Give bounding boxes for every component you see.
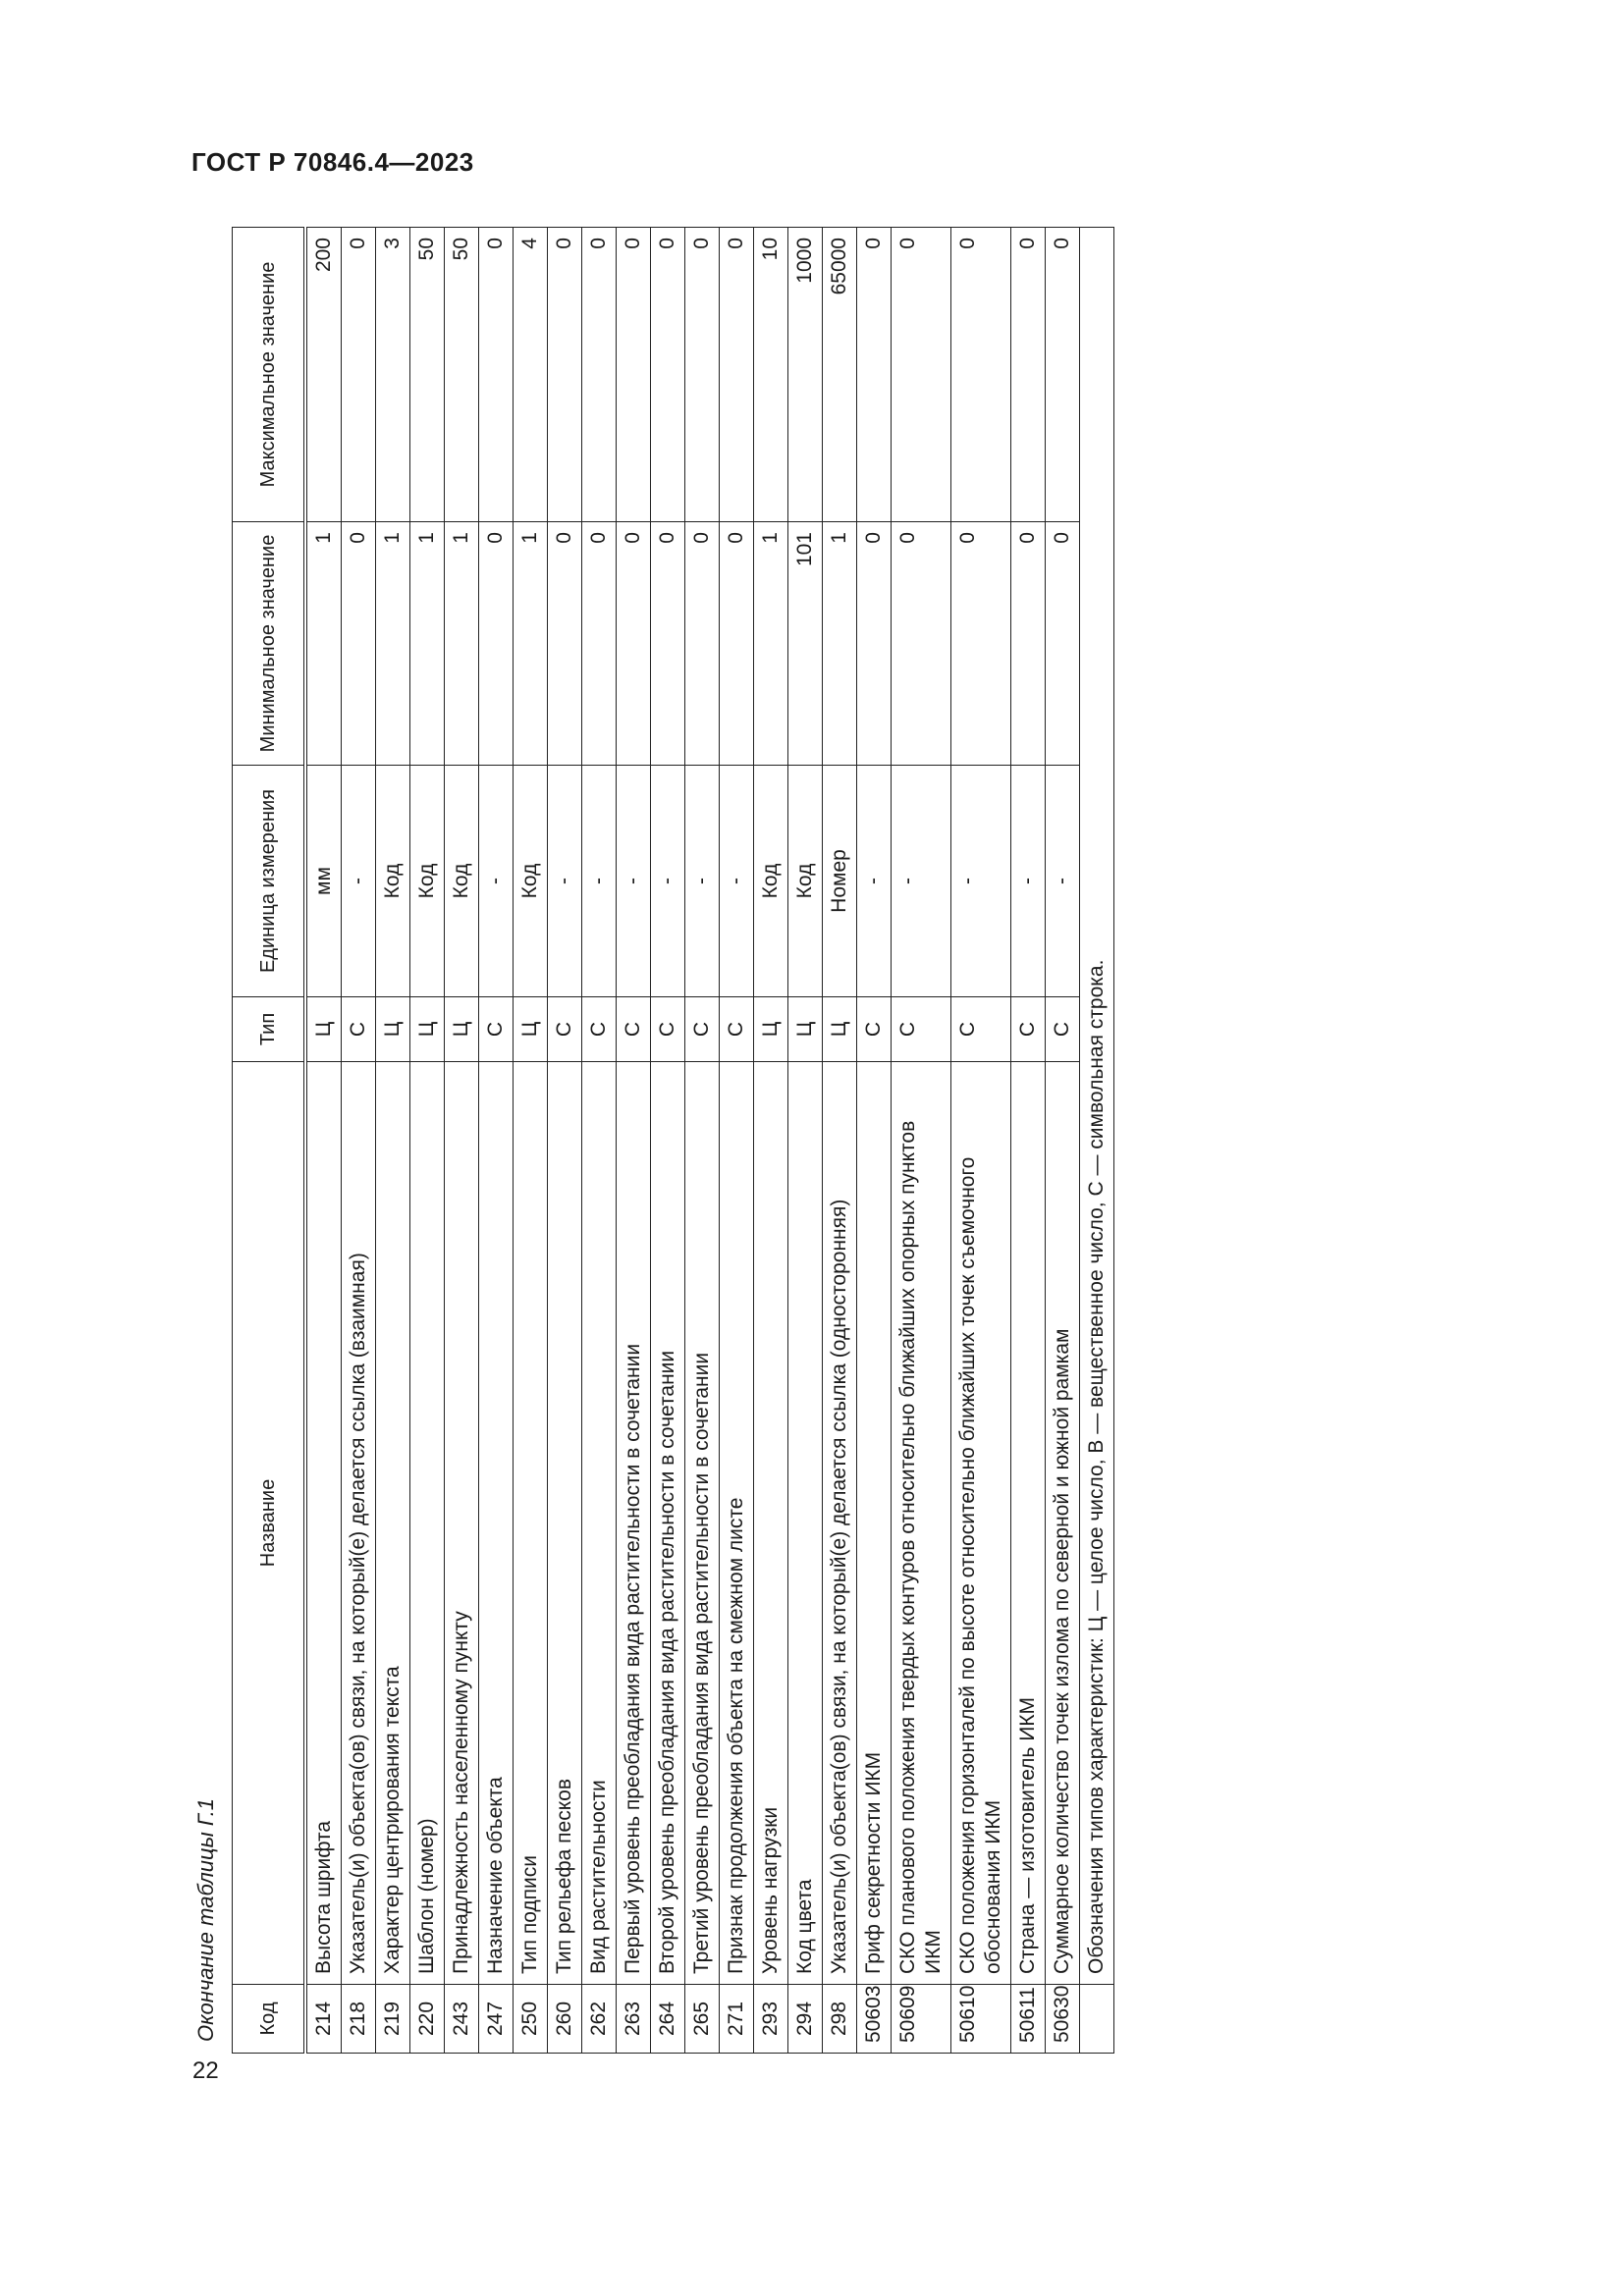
cell-code: 265 — [685, 1985, 720, 2054]
cell-min: 1 — [754, 522, 788, 766]
table-row — [754, 228, 788, 2054]
cell-unit: Код — [376, 766, 410, 997]
cell-code: 219 — [376, 1985, 410, 2054]
cell-type: С — [651, 997, 685, 1062]
note-corner — [1080, 1985, 1114, 2054]
cell-max: 0 — [685, 228, 720, 522]
cell-min: 0 — [685, 522, 720, 766]
cell-type: С — [1046, 997, 1080, 1062]
cell-code: 262 — [582, 1985, 617, 2054]
cell-name: Шаблон (номер) — [410, 1062, 445, 1985]
cell-name: Гриф секретности ИКМ — [857, 1062, 892, 1985]
cell-max: 65000 — [823, 228, 857, 522]
cell-name: Принадлежность населенному пункту — [445, 1062, 479, 1985]
col-header-code: Код — [233, 1985, 306, 2054]
table-row — [342, 228, 376, 2054]
table-row — [720, 228, 754, 2054]
col-header-name: Название — [233, 1062, 306, 1985]
cell-max: 4 — [514, 228, 548, 522]
cell-max: 0 — [342, 228, 376, 522]
cell-min: 1 — [410, 522, 445, 766]
cell-name: Указатель(и) объекта(ов) связи, на который(е) делается ссылка (взаимная) — [342, 1062, 376, 1985]
table-row — [582, 228, 617, 2054]
table-row — [857, 228, 892, 2054]
cell-code: 50603 — [857, 1985, 892, 2054]
characteristics-table — [232, 227, 1114, 2054]
cell-code: 50610 — [951, 1985, 1011, 2054]
cell-max: 10 — [754, 228, 788, 522]
cell-type: Ц — [788, 997, 823, 1062]
cell-code: 293 — [754, 1985, 788, 2054]
table-row — [548, 228, 582, 2054]
cell-type: Ц — [823, 997, 857, 1062]
cell-unit: Код — [514, 766, 548, 997]
note-row — [1080, 228, 1114, 2054]
cell-max: 0 — [857, 228, 892, 522]
rotated-table-container — [232, 228, 1449, 2054]
cell-unit: - — [892, 766, 951, 997]
table-row — [305, 228, 342, 2054]
cell-unit: - — [685, 766, 720, 997]
cell-max: 0 — [617, 228, 651, 522]
cell-type: С — [548, 997, 582, 1062]
table-note: Обозначения типов характеристик: Ц — целое число, В — вещественное число, С — символьная строка. — [1080, 228, 1114, 1985]
cell-unit: мм — [305, 766, 342, 997]
cell-unit: Код — [754, 766, 788, 997]
cell-type: С — [951, 997, 1011, 1062]
cell-unit: - — [617, 766, 651, 997]
table-row — [1046, 228, 1080, 2054]
cell-min: 1 — [514, 522, 548, 766]
cell-name: Вид растительности — [582, 1062, 617, 1985]
cell-code: 263 — [617, 1985, 651, 2054]
cell-name: СКО планового положения твердых контуров относительно ближайших опорных пунктов ИКМ — [892, 1062, 951, 1985]
cell-type: С — [1011, 997, 1046, 1062]
cell-max: 200 — [305, 228, 342, 522]
table-row — [479, 228, 514, 2054]
table-row — [823, 228, 857, 2054]
cell-max: 0 — [892, 228, 951, 522]
cell-unit: - — [1046, 766, 1080, 997]
cell-min: 0 — [479, 522, 514, 766]
cell-max: 0 — [1011, 228, 1046, 522]
cell-max: 0 — [479, 228, 514, 522]
cell-unit: Номер — [823, 766, 857, 997]
cell-min: 0 — [548, 522, 582, 766]
cell-min: 1 — [445, 522, 479, 766]
cell-max: 1000 — [788, 228, 823, 522]
cell-name: Второй уровень преобладания вида растительности в сочетании — [651, 1062, 685, 1985]
cell-name: Назначение объекта — [479, 1062, 514, 1985]
cell-name: Код цвета — [788, 1062, 823, 1985]
cell-min: 0 — [1011, 522, 1046, 766]
cell-code: 50630 — [1046, 1985, 1080, 2054]
cell-type: Ц — [445, 997, 479, 1062]
cell-type: С — [857, 997, 892, 1062]
cell-type: С — [617, 997, 651, 1062]
cell-code: 250 — [514, 1985, 548, 2054]
table-row — [892, 228, 951, 2054]
col-header-min: Минимальное значение — [233, 522, 306, 766]
cell-unit: Код — [410, 766, 445, 997]
cell-max: 0 — [582, 228, 617, 522]
cell-name: Третий уровень преобладания вида растительности в сочетании — [685, 1062, 720, 1985]
cell-unit: - — [651, 766, 685, 997]
cell-name: Тип рельефа песков — [548, 1062, 582, 1985]
cell-unit: Код — [788, 766, 823, 997]
table-row — [951, 228, 1011, 2054]
cell-name: СКО положения горизонталей по высоте относительно ближайших точек съемочного обоснования ИКМ — [951, 1062, 1011, 1985]
cell-unit: - — [582, 766, 617, 997]
table-row — [685, 228, 720, 2054]
cell-code: 271 — [720, 1985, 754, 2054]
table-row — [410, 228, 445, 2054]
cell-code: 214 — [305, 1985, 342, 2054]
cell-min: 0 — [617, 522, 651, 766]
cell-code: 260 — [548, 1985, 582, 2054]
standard-header: ГОСТ Р 70846.4—2023 — [191, 147, 474, 177]
table-row — [788, 228, 823, 2054]
cell-min: 0 — [720, 522, 754, 766]
cell-unit: - — [1011, 766, 1046, 997]
table-caption: Окончание таблицы Г.1 — [193, 1798, 218, 2042]
cell-type: С — [479, 997, 514, 1062]
cell-code: 50611 — [1011, 1985, 1046, 2054]
table-row — [514, 228, 548, 2054]
cell-code: 243 — [445, 1985, 479, 2054]
cell-name: Указатель(и) объекта(ов) связи, на который(е) делается ссылка (односторонняя) — [823, 1062, 857, 1985]
cell-type: Ц — [514, 997, 548, 1062]
cell-type: С — [582, 997, 617, 1062]
cell-name: Уровень нагрузки — [754, 1062, 788, 1985]
cell-min: 1 — [823, 522, 857, 766]
cell-unit: Код — [445, 766, 479, 997]
cell-type: Ц — [305, 997, 342, 1062]
cell-max: 0 — [720, 228, 754, 522]
cell-min: 0 — [651, 522, 685, 766]
cell-min: 101 — [788, 522, 823, 766]
cell-min: 0 — [857, 522, 892, 766]
cell-max: 0 — [548, 228, 582, 522]
cell-type: С — [892, 997, 951, 1062]
cell-name: Первый уровень преобладания вида растительности в сочетании — [617, 1062, 651, 1985]
col-header-unit: Единица измерения — [233, 766, 306, 997]
cell-max: 0 — [951, 228, 1011, 522]
cell-min: 1 — [305, 522, 342, 766]
cell-min: 0 — [892, 522, 951, 766]
cell-type: Ц — [376, 997, 410, 1062]
cell-unit: - — [548, 766, 582, 997]
cell-unit: - — [720, 766, 754, 997]
cell-max: 3 — [376, 228, 410, 522]
cell-min: 0 — [1046, 522, 1080, 766]
table-row — [617, 228, 651, 2054]
cell-name: Страна — изготовитель ИКМ — [1011, 1062, 1046, 1985]
cell-code: 247 — [479, 1985, 514, 2054]
cell-name: Признак продолжения объекта на смежном листе — [720, 1062, 754, 1985]
cell-code: 264 — [651, 1985, 685, 2054]
table-row — [1011, 228, 1046, 2054]
cell-min: 1 — [376, 522, 410, 766]
cell-type: Ц — [754, 997, 788, 1062]
cell-max: 0 — [651, 228, 685, 522]
cell-unit: - — [951, 766, 1011, 997]
cell-type: Ц — [410, 997, 445, 1062]
cell-type: С — [685, 997, 720, 1062]
page-number: 22 — [192, 2057, 219, 2084]
cell-code: 218 — [342, 1985, 376, 2054]
table-row — [651, 228, 685, 2054]
cell-min: 0 — [582, 522, 617, 766]
col-header-type: Тип — [233, 997, 306, 1062]
cell-max: 0 — [1046, 228, 1080, 522]
cell-min: 0 — [342, 522, 376, 766]
cell-name: Характер центрирования текста — [376, 1062, 410, 1985]
cell-code: 50609 — [892, 1985, 951, 2054]
cell-code: 294 — [788, 1985, 823, 2054]
cell-code: 298 — [823, 1985, 857, 2054]
cell-name: Суммарное количество точек излома по северной и южной рамкам — [1046, 1062, 1080, 1985]
cell-code: 220 — [410, 1985, 445, 2054]
cell-type: С — [720, 997, 754, 1062]
cell-type: С — [342, 997, 376, 1062]
cell-max: 50 — [445, 228, 479, 522]
cell-name: Тип подписи — [514, 1062, 548, 1985]
table-header-row — [233, 228, 306, 2054]
cell-unit: - — [857, 766, 892, 997]
table-row — [376, 228, 410, 2054]
col-header-max: Максимальное значение — [233, 228, 306, 522]
table-row — [445, 228, 479, 2054]
cell-unit: - — [342, 766, 376, 997]
cell-name: Высота шрифта — [305, 1062, 342, 1985]
cell-unit: - — [479, 766, 514, 997]
cell-min: 0 — [951, 522, 1011, 766]
cell-max: 50 — [410, 228, 445, 522]
